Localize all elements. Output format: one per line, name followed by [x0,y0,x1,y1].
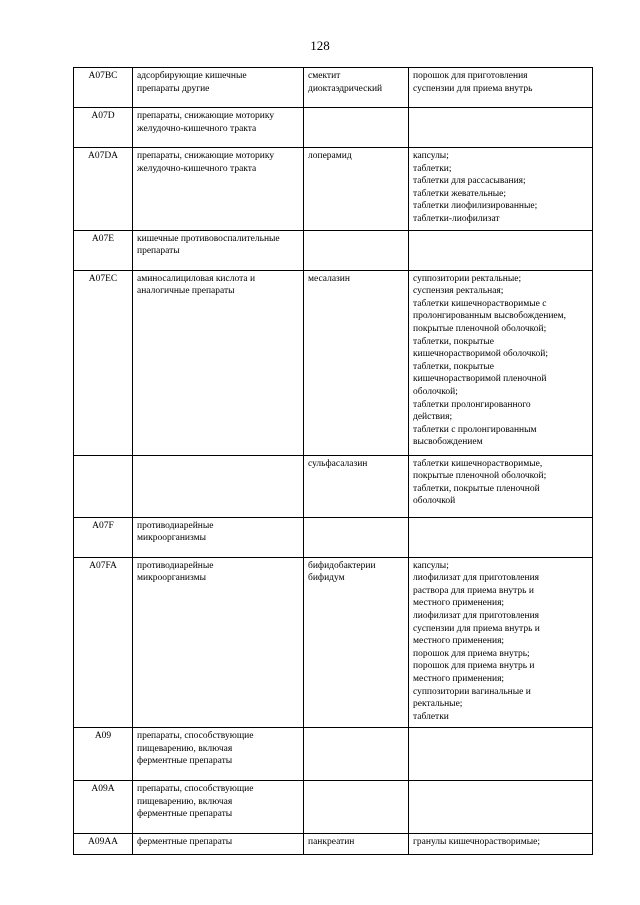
anatomical-group-cell [133,230,304,270]
active-substance-cell [304,781,409,834]
anatomical-group-line: противодиарейные [137,560,214,571]
dosage-form-line: оболочкой; [413,386,458,397]
active-substance-cell [304,68,409,108]
dosage-form-line: таблетки жевательные; [413,188,507,199]
active-substance-line: диоктаэдрический [308,83,383,94]
atc-code: A07F [92,520,114,531]
dosage-form-line: капсулы; [413,560,449,571]
active-substance-cell [304,230,409,270]
dosage-form-line: порошок для приготовления [413,71,528,81]
table-row [74,455,593,517]
anatomical-group-line: аналогичные препараты [137,286,235,297]
anatomical-group-line: желудочно-кишечного тракта [137,123,257,134]
dosage-form-line: капсулы; [413,151,449,161]
atc-code-cell [74,148,133,231]
anatomical-group-line: препараты другие [137,83,210,94]
active-substance-line: лоперамид [308,151,352,161]
dosage-form-line: таблетки, покрытые [413,336,494,347]
anatomical-group-line: противодиарейные [137,520,214,531]
dosage-form-cell [409,781,593,834]
active-substance-line: панкреатин [308,837,355,848]
atc-code: A09A [91,784,115,795]
active-substance-line: сульфасалазин [308,458,368,469]
drug-classification-table [73,67,593,855]
dosage-form-cell [409,270,593,455]
anatomical-group-line: пищеварению, включая [137,743,233,754]
atc-code-cell [74,455,133,517]
anatomical-group-cell [133,270,304,455]
dosage-form-line: суппозитории вагинальные и [413,686,531,697]
atc-code-cell [74,557,133,728]
atc-code-cell [74,781,133,834]
active-substance-cell [304,728,409,781]
dosage-form-line: таблетки кишечнорастворимые с [413,298,547,309]
dosage-form-line: действия; [413,412,453,423]
atc-code-cell [74,517,133,557]
dosage-form-cell [409,455,593,517]
dosage-form-line: лиофилизат для приготовления [413,610,540,621]
dosage-form-line: суспензия ректальная; [413,286,504,297]
dosage-form-line: местного применения; [413,636,505,647]
dosage-form-line: суспензии для приема внутрь и [413,623,540,634]
dosage-form-line: суппозитории ректальные; [413,273,522,284]
dosage-form-line: таблетки, покрытые пленочной [413,483,540,494]
dosage-form-line: покрытые пленочной оболочкой; [413,471,547,482]
dosage-form-line: лиофилизат для приготовления [413,573,540,584]
active-substance-cell [304,270,409,455]
dosage-form-line: местного применения; [413,673,505,684]
table-row [74,108,593,148]
dosage-form-line: таблетки для рассасывания; [413,176,526,187]
atc-code-cell [74,834,133,855]
table-row [74,557,593,728]
dosage-form-line: таблетки пролонгированного [413,399,531,410]
active-substance-line: бифидобактерии [308,560,376,571]
atc-code: A07D [91,111,115,121]
atc-code: A07E [91,233,115,244]
dosage-form-line: порошок для приема внутрь и [413,661,535,672]
dosage-form-cell [409,68,593,108]
anatomical-group-cell [133,728,304,781]
dosage-form-line: раствора для приема внутрь и [413,585,534,596]
atc-code-cell [74,68,133,108]
table-row [74,270,593,455]
anatomical-group-line: микроорганизмы [137,573,207,584]
active-substance-cell [304,148,409,231]
dosage-form-line: таблетки кишечнорастворимые, [413,458,543,469]
anatomical-group-cell [133,108,304,148]
atc-code: A07FA [89,560,117,571]
atc-code-cell [74,728,133,781]
anatomical-group-cell [133,455,304,517]
dosage-form-cell [409,728,593,781]
anatomical-group-line: ферментные препараты [137,837,233,848]
anatomical-group-line: препараты, способствующие [137,731,254,742]
dosage-form-line: гранулы кишечнорастворимые; [413,837,540,848]
anatomical-group-line: препараты, снижающие моторику [137,151,275,161]
anatomical-group-line: ферментные препараты [137,809,233,820]
anatomical-group-cell [133,148,304,231]
dosage-form-line: ректальные; [413,699,463,710]
dosage-form-cell [409,517,593,557]
anatomical-group-line: препараты, снижающие моторику [137,111,275,121]
atc-code: A09 [94,731,112,742]
dosage-form-line: таблетки лиофилизированные; [413,201,538,212]
table-row [74,834,593,855]
atc-code: A07DA [87,151,119,161]
active-substance-cell [304,455,409,517]
dosage-form-line: высвобождением [413,437,483,448]
dosage-form-cell [409,148,593,231]
active-substance-cell [304,834,409,855]
dosage-form-line: кишечнорастворимой пленочной [413,374,547,385]
active-substance-line: смектит [308,71,341,81]
table-row [74,68,593,108]
dosage-form-line: кишечнорастворимой оболочкой; [413,349,549,360]
atc-code: A07EC [88,273,118,284]
active-substance-cell [304,517,409,557]
dosage-form-line: покрытые пленочной оболочкой; [413,323,547,334]
active-substance-cell [304,108,409,148]
table-row [74,230,593,270]
anatomical-group-cell [133,68,304,108]
dosage-form-line: таблетки-лиофилизат [413,213,500,224]
anatomical-group-cell [133,517,304,557]
table-row [74,517,593,557]
table-row [74,781,593,834]
anatomical-group-line: препараты, способствующие [137,784,254,795]
dosage-form-line: оболочкой [413,496,456,507]
atc-code: A09AA [87,837,119,848]
anatomical-group-line: микроорганизмы [137,533,207,544]
anatomical-group-cell [133,781,304,834]
table-row [74,728,593,781]
anatomical-group-line: адсорбирующие кишечные [137,71,247,81]
atc-code-cell [74,230,133,270]
anatomical-group-line: аминосалициловая кислота и [137,273,256,284]
dosage-form-line: пролонгированным высвобождением, [413,311,567,322]
dosage-form-line: таблетки; [413,163,452,174]
anatomical-group-line: ферментные препараты [137,756,233,767]
atc-code: A07BC [88,71,118,81]
dosage-form-line: таблетки с пролонгированным [413,424,537,435]
dosage-form-line: таблетки, покрытые [413,361,494,372]
dosage-form-cell [409,557,593,728]
dosage-form-line: суспензии для приема внутрь [413,83,533,94]
dosage-form-cell [409,834,593,855]
table-row [74,148,593,231]
atc-code-cell [74,108,133,148]
anatomical-group-cell [133,557,304,728]
anatomical-group-cell [133,834,304,855]
dosage-form-cell [409,108,593,148]
anatomical-group-line: желудочно-кишечного тракта [137,163,257,174]
anatomical-group-line: препараты [137,246,180,257]
active-substance-line: бифидум [308,573,345,584]
page-number: 128 [310,38,330,53]
anatomical-group-line: пищеварению, включая [137,796,233,807]
dosage-form-cell [409,230,593,270]
dosage-form-line: таблетки [413,711,449,722]
atc-code-cell [74,270,133,455]
anatomical-group-line: кишечные противовоспалительные [137,233,280,244]
active-substance-line: месалазин [308,273,350,284]
dosage-form-line: порошок для приема внутрь; [413,648,530,659]
dosage-form-line: местного применения; [413,598,505,609]
active-substance-cell [304,557,409,728]
